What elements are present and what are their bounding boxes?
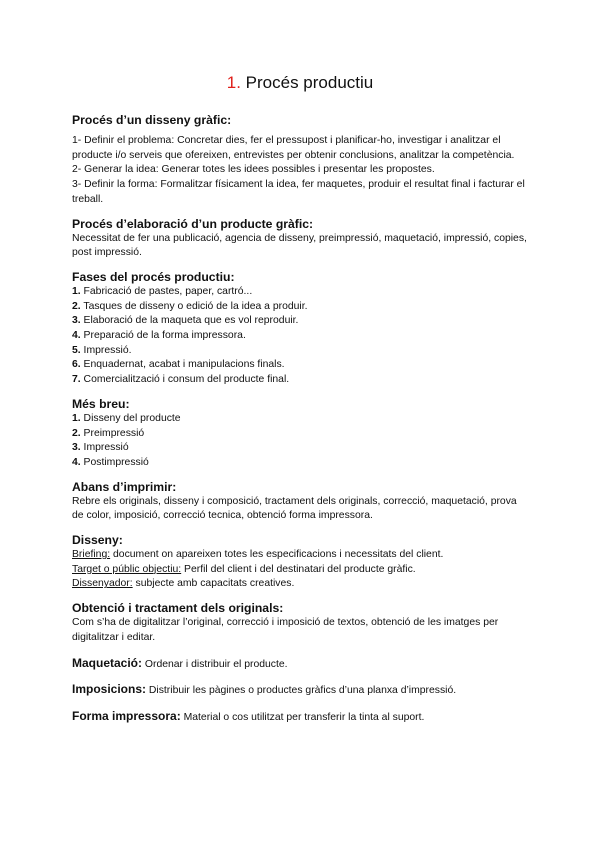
page-title bbox=[72, 0, 528, 94]
title-number: 1. bbox=[226, 73, 241, 92]
list-item: 1. Disseny del producte bbox=[72, 412, 181, 424]
paragraph: Com s’ha de digitalitzar l’original, correcció i imposició de textos, obtenció de les imatges per digitalitzar i editar. bbox=[72, 617, 499, 643]
paragraph: 2- Generar la idea: Generar totes les idees possibles i presentar les propostes. bbox=[72, 164, 435, 176]
section-heading: Obtenció i tractament dels originals: bbox=[72, 601, 284, 616]
list-item: 4. Preparació de la forma impressora. bbox=[72, 330, 246, 342]
section-mes-breu bbox=[72, 396, 528, 471]
list-item: 3. Elaboració de la maqueta que es vol reproduir. bbox=[72, 315, 299, 327]
section-originals bbox=[72, 600, 528, 645]
list-item: 1. Fabricació de pastes, paper, cartró... bbox=[72, 285, 253, 297]
paragraph: Necessitat de fer una publicació, agencia de disseny, preimpressió, maquetació, impressió, copies, post impressió. bbox=[72, 232, 527, 259]
section-heading: Abans d’imprimir: bbox=[72, 479, 177, 494]
definition-item: Dissenyador: subjecte amb capacitats creatives. bbox=[72, 578, 295, 590]
inline-definition-maquetacio: Maquetació: Ordenar i distribuir el producte. bbox=[72, 655, 288, 670]
list-item: 3. Impressió bbox=[72, 442, 129, 454]
section-heading: Procés d’elaboració d’un producte gràfic: bbox=[72, 216, 314, 231]
section-proces-disseny bbox=[72, 112, 528, 208]
list-item: 5. Impressió. bbox=[72, 344, 132, 356]
inline-definition-imposicions: Imposicions: Distribuir les pàgines o productes gràfics d’una planxa d’impressió. bbox=[72, 682, 457, 697]
title-text: Procés productiu bbox=[245, 73, 374, 92]
paragraph: Rebre els originals, disseny i composició, tractament dels originals, correcció, maquetació, prova de color, imposició, correcció tecnica, obtenció forma impressora. bbox=[72, 495, 517, 522]
list-item: 7. Comercialització i consum del producte final. bbox=[72, 374, 290, 386]
paragraph: 1- Definir el problema: Concretar dies, fer el pressupost i planificar-ho, investigar i analitzar el producte i/o serveis que ofereixen, entrevistes per obtenir conclusions, analitzar la competència. bbox=[72, 135, 515, 161]
section-heading: Més breu: bbox=[72, 396, 130, 411]
section-fases bbox=[72, 269, 528, 388]
list-item: 6. Enquadernat, acabat i manipulacions finals. bbox=[72, 359, 285, 371]
list-item: 2. Preimpressió bbox=[72, 427, 145, 439]
section-heading: Disseny: bbox=[72, 533, 123, 548]
list-item: 2. Tasques de disseny o edició de la idea a produir. bbox=[72, 300, 308, 312]
list-item: 4. Postimpressió bbox=[72, 456, 149, 468]
section-elaboracio bbox=[72, 216, 528, 261]
paragraph: 3- Definir la forma: Formalitzar físicament la idea, fer maquetes, produir el resultat final i facturar el treball. bbox=[72, 179, 525, 205]
section-heading: Procés d’un disseny gràfic: bbox=[72, 113, 232, 127]
section-abans-imprimir bbox=[72, 479, 528, 524]
section-disseny bbox=[72, 532, 528, 592]
definition-item: Target o públic objectiu: Perfil del client i del destinatari del producte gràfic. bbox=[72, 563, 416, 575]
section-heading: Fases del procés productiu: bbox=[72, 269, 235, 284]
inline-definition-forma-impressora: Forma impressora: Material o cos utilitzat per transferir la tinta al suport. bbox=[72, 708, 425, 723]
definition-item: Briefing: document on apareixen totes les especificacions i necessitats del client. bbox=[72, 549, 444, 561]
